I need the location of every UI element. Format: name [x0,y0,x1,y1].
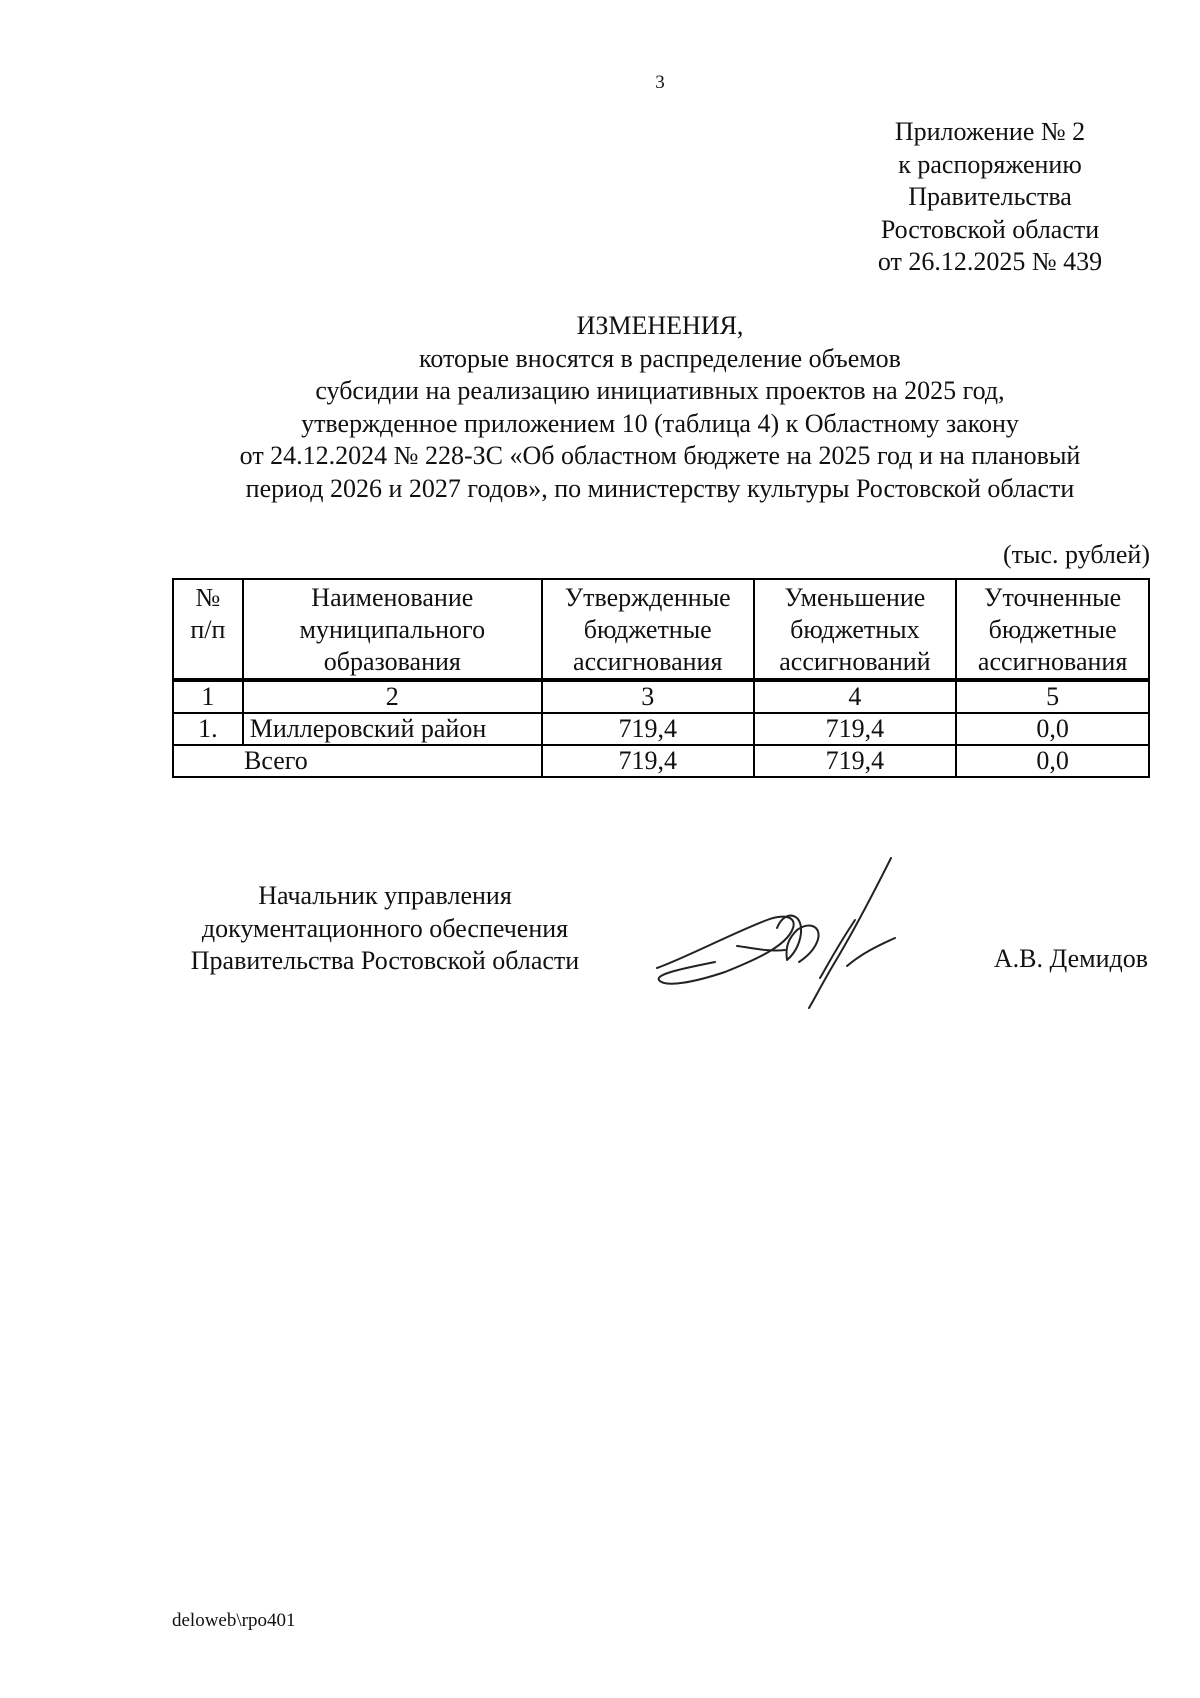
header-cell-decrease: Уменьшение бюджетных ассигнований [754,579,957,680]
row-approved: 719,4 [542,713,754,745]
title-line: от 24.12.2024 № 228-ЗС «Об областном бюджете на 2025 год и на плановый [239,441,1081,470]
appendix-line: Приложение № 2 [894,117,1086,146]
document-title [180,310,1140,505]
title-line: период 2026 и 2027 годов», по министерству культуры Ростовской области [245,473,1075,503]
total-decrease: 719,4 [754,745,957,777]
header-cell-municipality: Наименование муниципального образования [243,579,542,680]
header-cell-approved: Утвержденные бюджетные ассигнования [542,579,754,680]
appendix-line: Ростовской области [880,214,1100,244]
page-number: 3 [655,72,665,93]
appendix-line: Правительства [908,182,1072,211]
signer-line: Правительства Ростовской области [190,946,580,975]
row-number: 1. [173,713,243,745]
table-total-row [173,745,1149,777]
handwritten-signature [655,850,945,1010]
appendix-line: к распоряжению [898,149,1082,179]
row-decrease: 719,4 [754,713,957,745]
signer-name: А.В. Демидов [993,944,1148,973]
title-line: утвержденное приложением 10 (таблица 4) к Областному закону [301,408,1019,438]
units-label: (тыс. рублей) [1002,540,1150,569]
row-adjusted: 0,0 [956,713,1149,745]
total-approved: 719,4 [542,745,754,777]
numbering-cell: 1 [173,680,243,713]
table-row [173,713,1149,745]
appendix-line: от 26.12.2025 № 439 [877,247,1103,276]
signer-line: Начальник управления [258,881,512,910]
numbering-cell: 4 [754,680,957,713]
total-adjusted: 0,0 [956,745,1149,777]
numbering-cell: 3 [542,680,754,713]
total-label: Всего [173,745,542,777]
header-cell-number: № п/п [173,579,243,680]
footer-code: deloweb\rpo401 [172,1610,296,1631]
numbering-cell: 2 [243,680,542,713]
title-line: субсидии на реализацию инициативных проектов на 2025 год, [315,376,1005,405]
signer-line: документационного обеспечения [201,913,569,943]
numbering-cell: 5 [956,680,1149,713]
allocation-table [172,578,1150,778]
row-municipality: Миллеровский район [243,713,542,745]
signer-position [170,880,600,978]
title-heading: ИЗМЕНЕНИЯ, [576,311,744,340]
table-numbering-row [173,680,1149,713]
header-cell-adjusted: Уточненные бюджетные ассигнования [956,579,1149,680]
appendix-block [835,116,1145,279]
title-line: которые вносятся в распределение объемов [419,343,901,373]
table-header-row [173,579,1149,680]
